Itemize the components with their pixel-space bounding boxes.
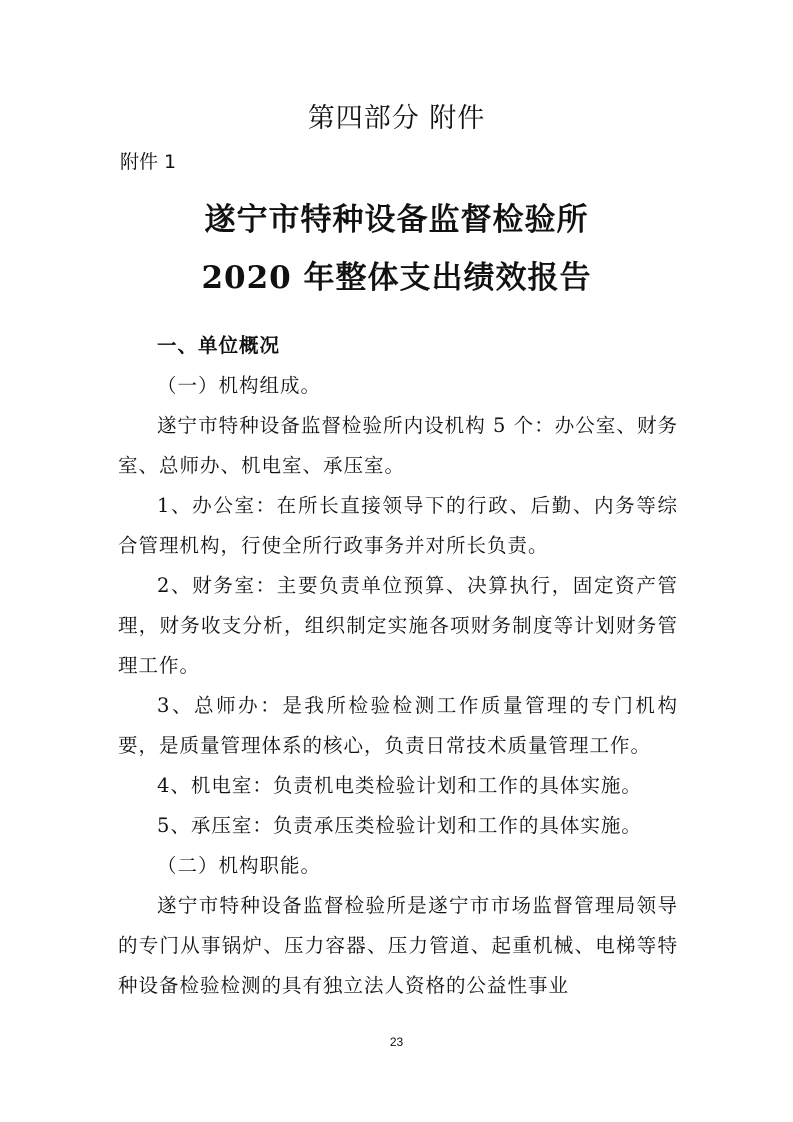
paragraph-functions: 遂宁市特种设备监督检验所是遂宁市市场监督管理局领导的专门从事锅炉、压力容器、压力管道、起重机械、电梯等特种设备检验检测的具有独立法人资格的公益性事业	[118, 894, 678, 997]
section-heading-unit-overview: 一、单位概况	[157, 334, 281, 357]
paragraph-electromechanical-office: 4、机电室：负责机电类检验计划和工作的具体实施。	[157, 774, 642, 797]
subsection-heading-functions: （二）机构职能。	[157, 854, 322, 877]
page-number: 23	[389, 1035, 404, 1049]
paragraph-pressure-office: 5、承压室：负责承压类检验计划和工作的具体实施。	[157, 814, 642, 837]
document-title-line-2: 2020 年整体支出绩效报告	[201, 260, 592, 296]
document-body	[118, 326, 678, 1006]
annex-label: 附件 1	[120, 151, 177, 173]
paragraph-internal-departments: 遂宁市特种设备监督检验所内设机构 5 个：办公室、财务室、总师办、机电室、承压室。	[118, 414, 678, 477]
subsection-heading-organization: （一）机构组成。	[157, 374, 322, 397]
paragraph-chief-engineer-office: 3、总师办：是我所检验检测工作质量管理的专门机构要，是质量管理体系的核心，负责日常技术质量管理工作。	[118, 694, 678, 757]
part-title: 第四部分 附件	[307, 103, 486, 134]
paragraph-office: 1、办公室：在所长直接领导下的行政、后勤、内务等综合管理机构，行使全所行政事务并对所长负责。	[118, 494, 678, 557]
document-title-line-1: 遂宁市特种设备监督检验所	[204, 202, 589, 238]
paragraph-finance-office: 2、财务室：主要负责单位预算、决算执行，固定资产管理，财务收支分析，组织制定实施各项财务制度等计划财务管理工作。	[118, 574, 678, 677]
